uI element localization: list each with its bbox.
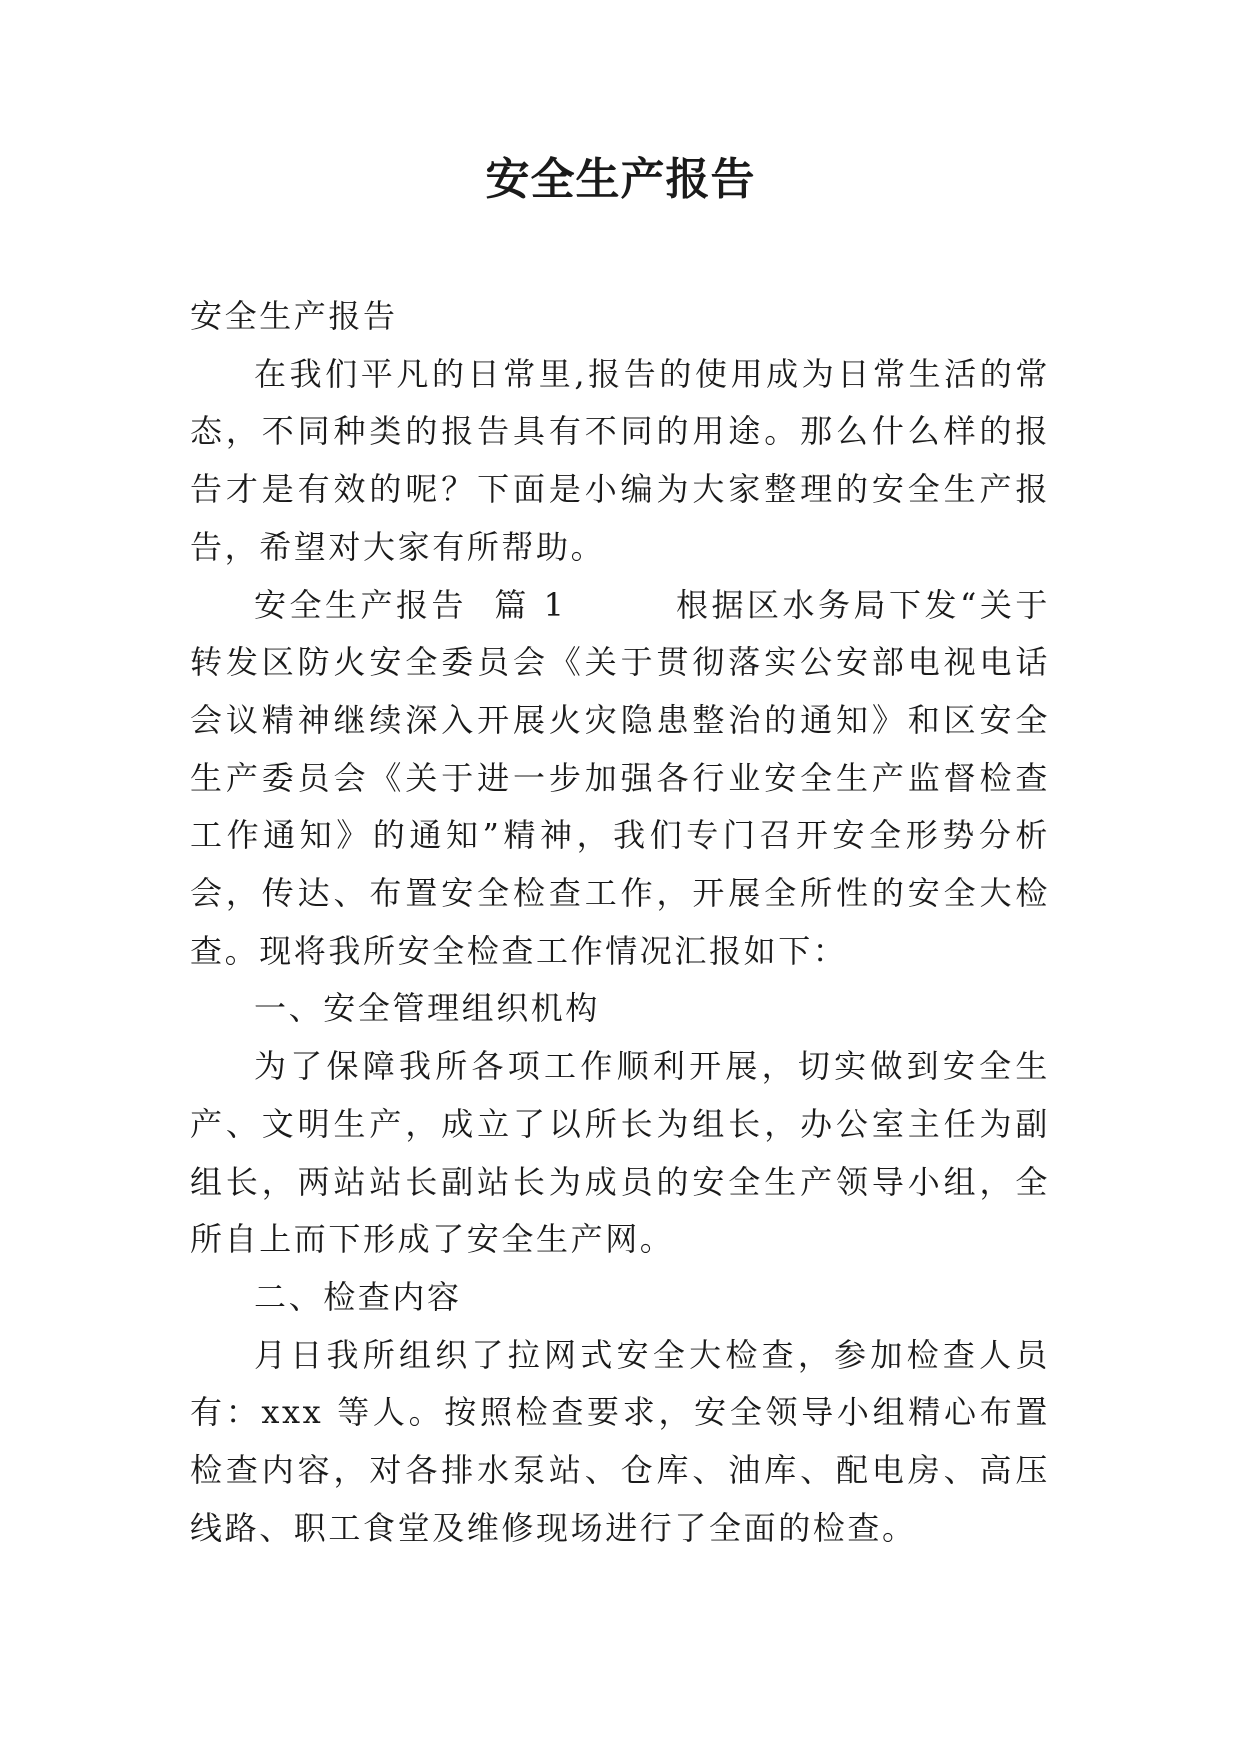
heading-inspection: 二、检查内容	[254, 1277, 462, 1316]
inspection-paragraph: 月日我所组织了拉网式安全大检查，参加检查人员有：xxx 等人。按照检查要求，安全领导小组精心布置检查内容，对各排水泵站、仓库、油库、配电房、高压线路、职工食堂及维修现场进行了全面的检查。	[190, 1335, 1050, 1547]
document-subtitle: 安全生产报告	[190, 297, 398, 335]
document-body	[190, 288, 1050, 1557]
organization-paragraph: 为了保障我所各项工作顺利开展，切实做到安全生产、文明生产，成立了以所长为组长，办公室主任为副组长，两站站长副站长为成员的安全生产领导小组，全所自上而下形成了安全生产网。	[190, 1047, 1050, 1259]
heading-organization: 一、安全管理组织机构	[254, 989, 601, 1028]
section-1-paragraph: 安全生产报告 篇 1 根据区水务局下发“关于转发区防火安全委员会《关于贯彻落实公安部电视电话会议精神继续深入开展火灾隐患整治的通知》和区安全生产委员会《关于进一步加强各行业安全生产监督检查工作通知》的通知”精神，我们专门召开安全形势分析会，传达、布置安全检查工作，开展全所性的安全大检查。现将我所安全检查工作情况汇报如下：	[190, 585, 1050, 970]
intro-paragraph: 在我们平凡的日常里,报告的使用成为日常生活的常态，不同种类的报告具有不同的用途。那么什么样的报告才是有效的呢？下面是小编为大家整理的安全生产报告，希望对大家有所帮助。	[190, 354, 1050, 566]
document-title: 安全生产报告	[485, 154, 756, 205]
